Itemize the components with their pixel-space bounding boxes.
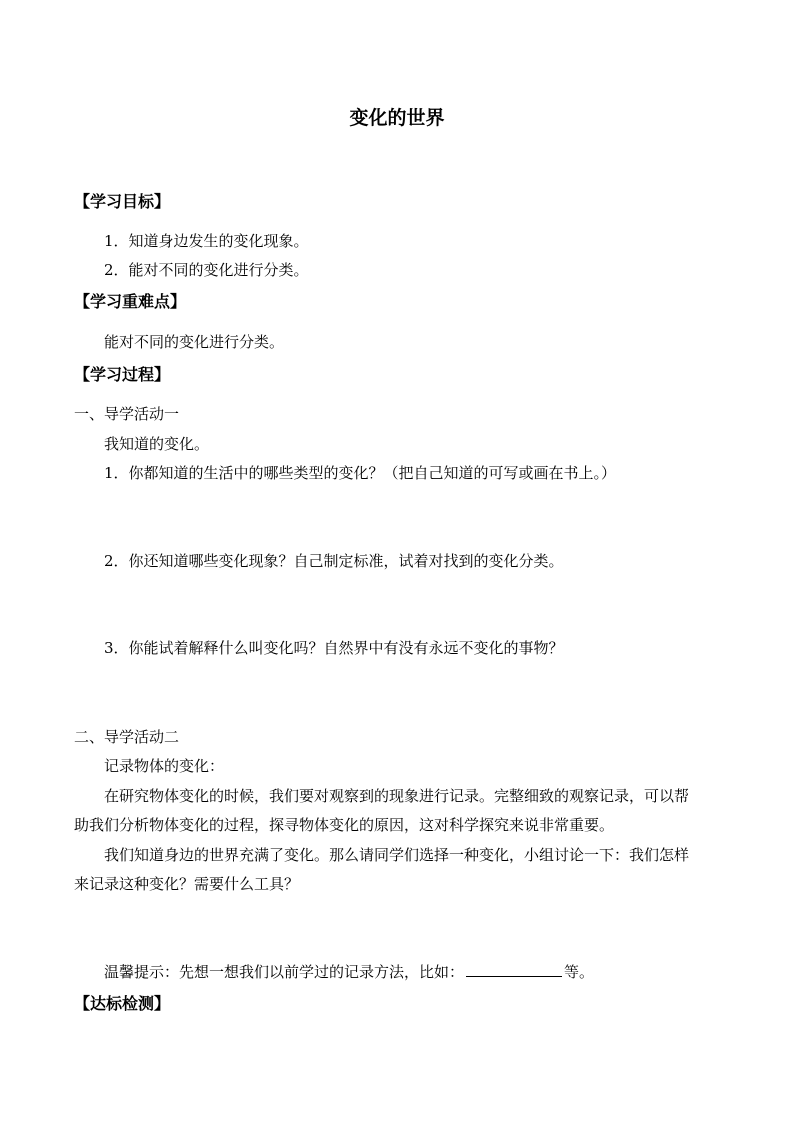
key-points-heading: 【学习重难点】 — [74, 292, 187, 311]
goals-heading: 【学习目标】 — [74, 192, 171, 211]
activity1-title: 一、导学活动一 — [74, 405, 180, 423]
tip-suffix: 等。 — [564, 963, 595, 981]
tip-line — [104, 962, 594, 982]
goal-item-1: 1．知道身边发生的变化现象。 — [104, 232, 309, 250]
activity1-question-3: 3．你能试着解释什么叫变化吗？自然界中有没有永远不变化的事物？ — [104, 639, 564, 657]
activity2-paragraph-2-line-1: 我们知道身边的世界充满了变化。那么请同学们选择一种变化，小组讨论一下：我们怎样 — [104, 846, 690, 864]
activity1-question-2: 2．你还知道哪些变化现象？自己制定标准，试着对找到的变化分类。 — [104, 552, 564, 570]
activity2-title: 二、导学活动二 — [74, 728, 180, 746]
check-heading: 【达标检测】 — [74, 994, 171, 1013]
activity2-paragraph-1-line-1: 在研究物体变化的时候，我们要对观察到的现象进行记录。完整细致的观察记录，可以帮 — [104, 787, 690, 805]
goal-item-2: 2．能对不同的变化进行分类。 — [104, 261, 309, 279]
activity1-question-1: 1．你都知道的生活中的哪些类型的变化？（把自己知道的可写或画在书上。） — [104, 464, 617, 482]
activity2-intro: 记录物体的变化： — [104, 757, 225, 775]
page-title: 变化的世界 — [349, 107, 445, 129]
process-heading: 【学习过程】 — [74, 365, 171, 384]
answer-blank[interactable] — [466, 962, 562, 977]
activity2-paragraph-1-line-2: 助我们分析物体变化的过程，探寻物体变化的原因，这对科学探究来说非常重要。 — [74, 816, 615, 834]
activity2-paragraph-2-line-2: 来记录这种变化？需要什么工具？ — [74, 875, 300, 893]
key-points-text: 能对不同的变化进行分类。 — [104, 333, 285, 351]
tip-text: 温馨提示：先想一想我们以前学过的记录方法，比如： — [104, 963, 465, 981]
activity1-intro: 我知道的变化。 — [104, 435, 210, 453]
